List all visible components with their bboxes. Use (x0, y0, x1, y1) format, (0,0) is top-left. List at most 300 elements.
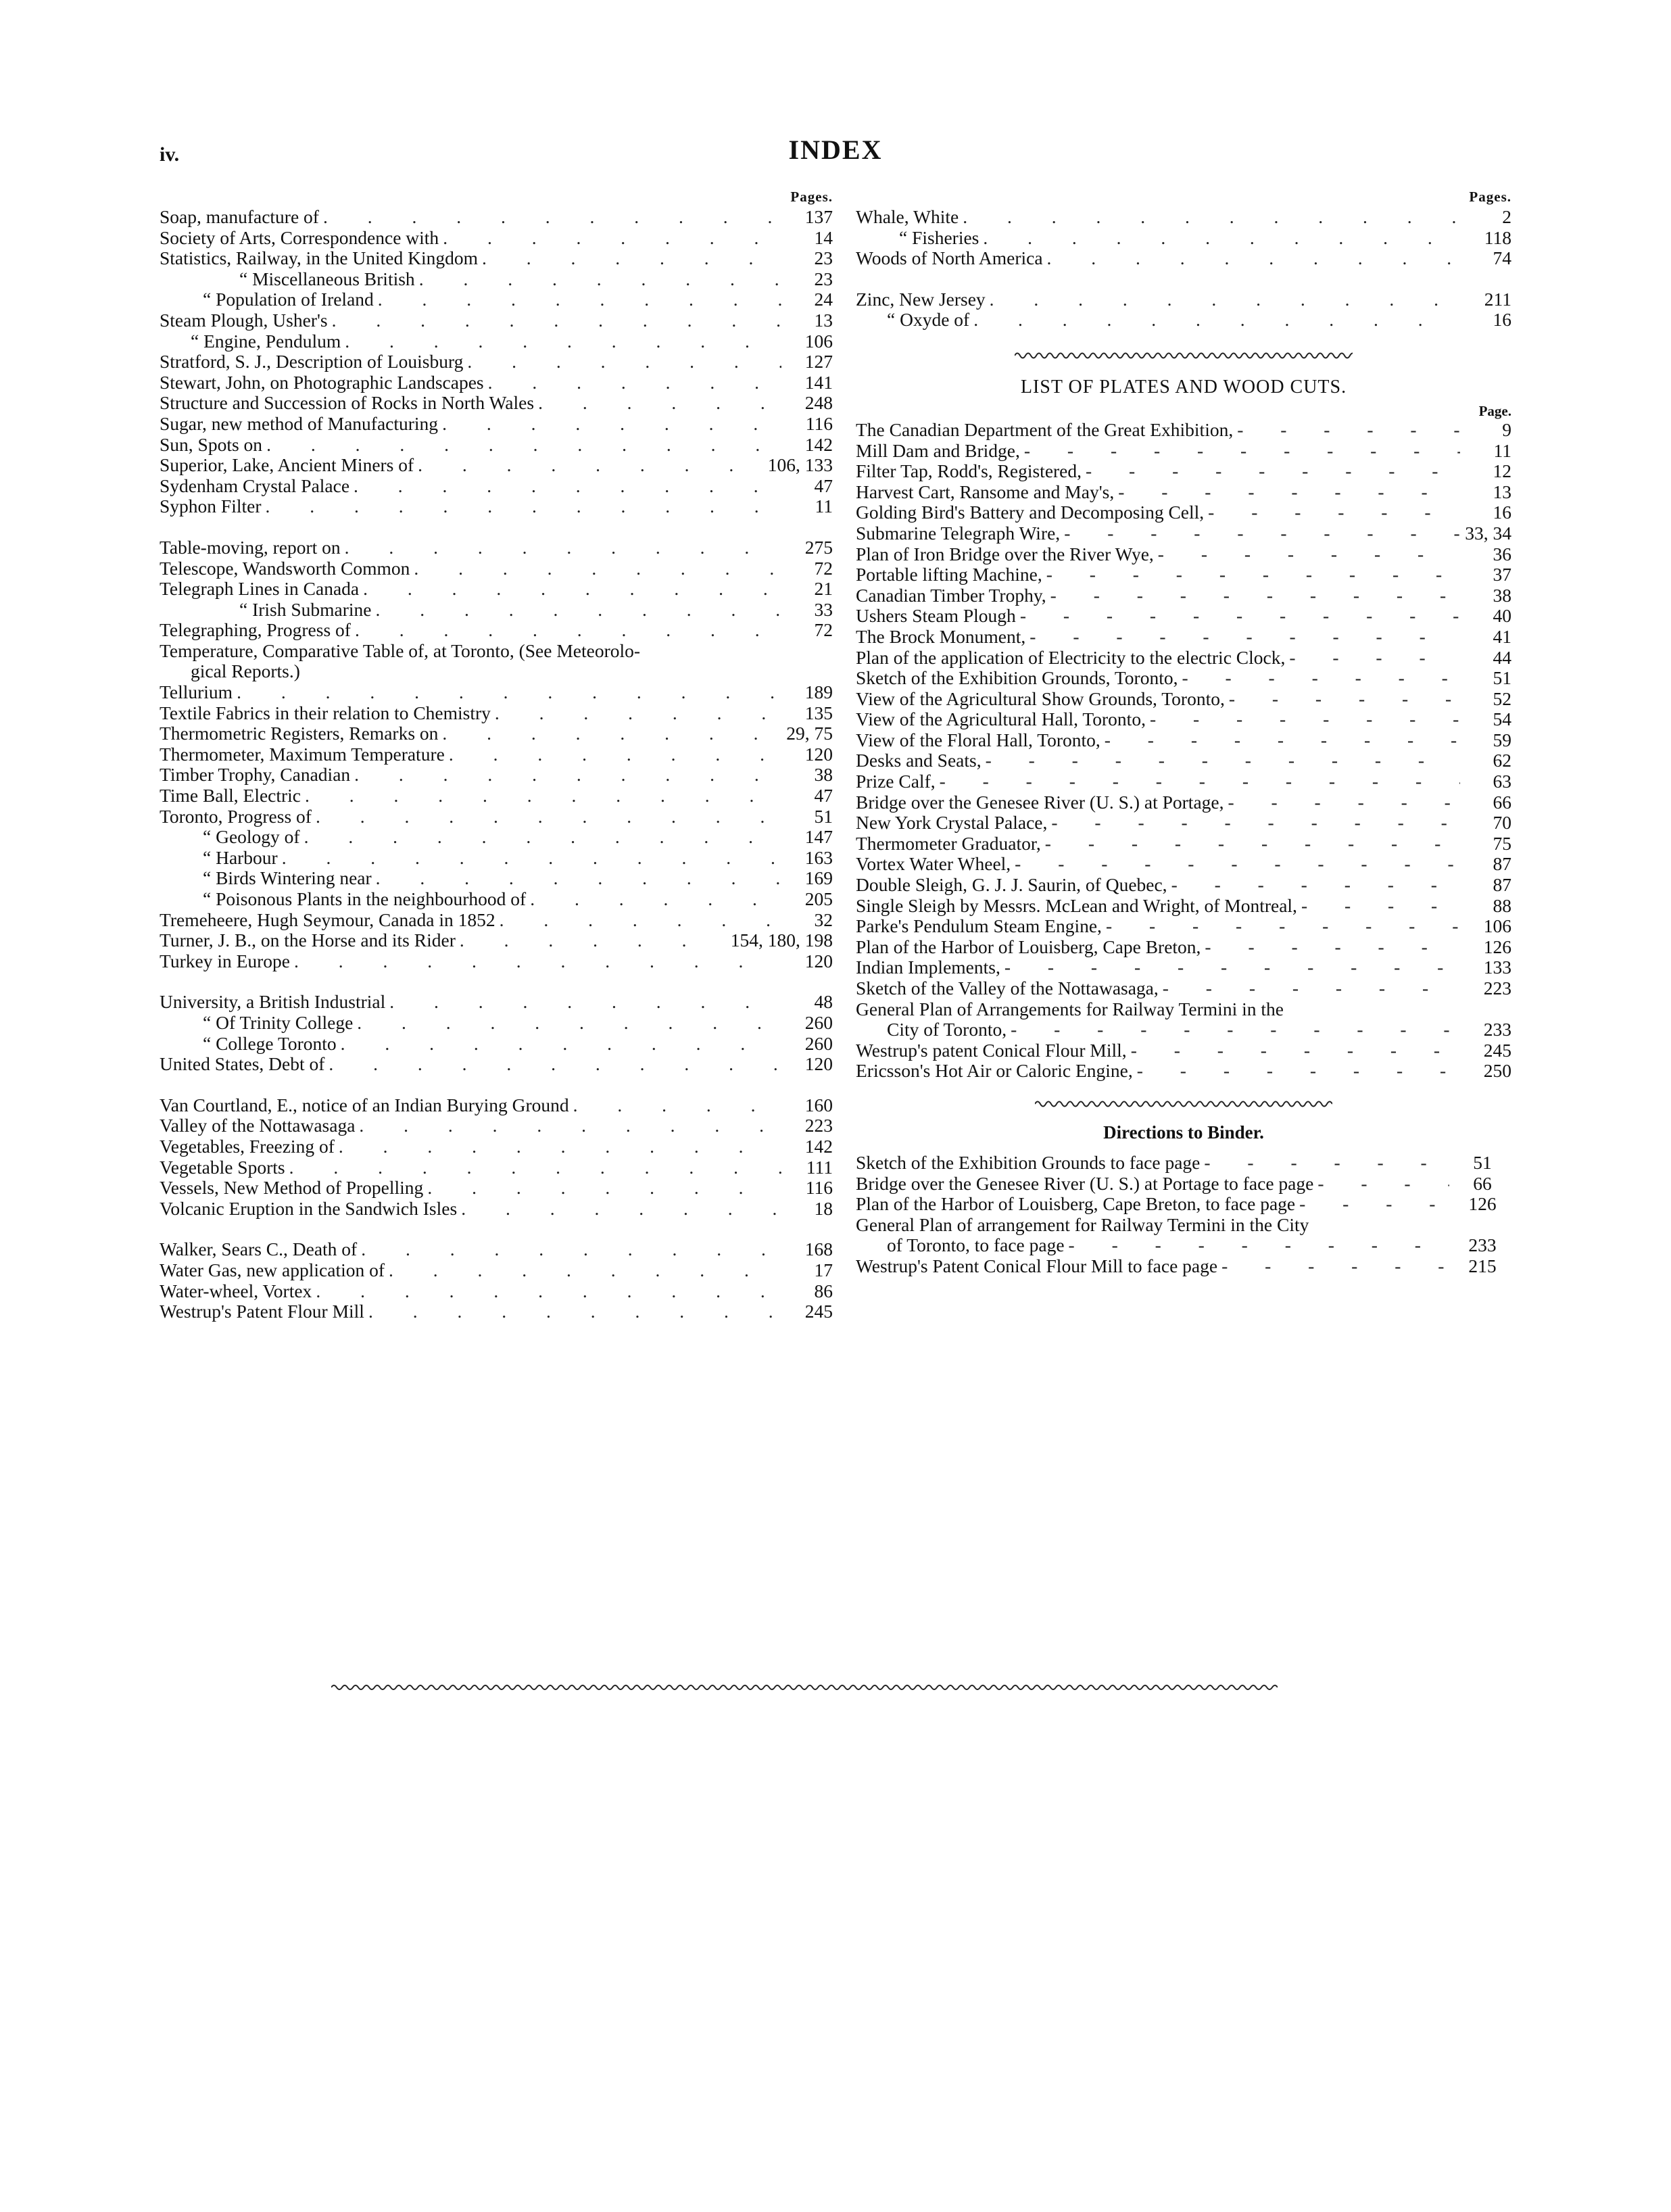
entry-label: United States, Debt of (160, 1053, 325, 1075)
entry-page: 87 (1493, 853, 1511, 875)
entry-label: Mill Dam and Bridge, (856, 439, 1020, 461)
index-entry (160, 951, 833, 972)
leader-dots (491, 703, 781, 724)
index-entry (160, 723, 833, 744)
leader-dots (337, 1034, 781, 1055)
leader-dots (285, 1157, 781, 1178)
leader-dots (982, 750, 1460, 771)
leader-dots (353, 1013, 781, 1034)
entry-label: Walker, Sears C., Death of (160, 1239, 358, 1260)
entry-label: Sugar, new method of Manufacturing (160, 412, 439, 434)
entry-page: 126 (1468, 1193, 1497, 1215)
leader-dots (1102, 916, 1460, 937)
entry-label: Double Sleigh, G. J. J. Saurin, of Quebec, (856, 874, 1167, 896)
leader-dots (335, 1136, 781, 1157)
leader-dots (355, 1115, 781, 1136)
index-entry (160, 807, 833, 827)
entry-page: 189 (804, 681, 833, 703)
index-entry (160, 228, 833, 249)
entry-page: 29, 75 (786, 723, 833, 744)
leader-dots (478, 248, 781, 269)
index-entry (856, 834, 1511, 855)
entry-label: Turkey in Europe (160, 950, 290, 971)
entry-label: “ Geology of (203, 826, 300, 848)
entry-page: 11 (1493, 439, 1511, 461)
index-entry (856, 957, 1511, 978)
index-entry (160, 661, 833, 682)
index-entry (160, 744, 833, 765)
entry-page: 142 (804, 1135, 833, 1157)
entry-page: 75 (1493, 832, 1511, 854)
index-entry (160, 331, 833, 352)
index-entry (856, 896, 1511, 917)
entry-page: 120 (804, 743, 833, 765)
leader-dots (959, 207, 1460, 228)
index-entry (856, 544, 1511, 565)
leader-dots (351, 620, 781, 641)
index-entry (160, 289, 833, 310)
leader-dots (262, 435, 781, 456)
entry-label: “ Irish Submarine (239, 598, 372, 620)
entry-label: Single Sleigh by Messrs. McLean and Wright, of Montreal, (856, 894, 1297, 916)
entry-page: 23 (814, 247, 833, 269)
entry-page: 12 (1493, 460, 1511, 482)
group-spacer (160, 971, 833, 992)
entry-page: 120 (804, 950, 833, 971)
entry-page: 142 (804, 433, 833, 455)
entry-page: 245 (804, 1301, 833, 1322)
wavy-rule-divider-2 (1035, 1098, 1332, 1110)
leader-dots (1100, 730, 1460, 751)
leader-dots (341, 331, 781, 352)
entry-page: 154, 180, 198 (730, 930, 833, 951)
index-entry (160, 579, 833, 600)
entry-page: 116 (805, 412, 833, 434)
entry-page: 66 (1493, 791, 1511, 813)
entry-label: Timber Trophy, Canadian (160, 764, 351, 786)
entry-page: 250 (1483, 1060, 1511, 1082)
entry-page: 120 (804, 1053, 833, 1075)
page-number: iv. (160, 143, 180, 166)
index-entry (160, 1157, 833, 1178)
entry-page: 137 (804, 206, 833, 227)
index-entry (856, 502, 1511, 523)
entry-page: 51 (1473, 1151, 1492, 1173)
leader-dots (1065, 1235, 1449, 1256)
index-entry (856, 289, 1511, 310)
leader-dots (1043, 248, 1460, 269)
entry-label: View of the Agricultural Hall, Toronto, (856, 708, 1146, 730)
entry-page: 47 (814, 475, 833, 496)
entry-page: 16 (1493, 502, 1511, 523)
index-entry (856, 771, 1511, 792)
index-entry (856, 730, 1511, 751)
index-entry (856, 627, 1511, 648)
entry-page: 21 (814, 578, 833, 600)
group-spacer (160, 517, 833, 537)
entry-page: 223 (1483, 978, 1511, 999)
leader-dots (300, 827, 781, 848)
index-entry (856, 1040, 1511, 1061)
page-title: INDEX (788, 135, 883, 165)
entry-label: Plan of Iron Bridge over the River Wye, (856, 543, 1154, 564)
index-entry (160, 600, 833, 621)
entry-page: 18 (814, 1197, 833, 1219)
entry-label: Stratford, S. J., Description of Louisburg (160, 351, 464, 372)
right-index-entries (856, 207, 1511, 331)
entry-label: “ Of Trinity College (203, 1011, 354, 1033)
wavy-rule-divider (1015, 350, 1353, 362)
entry-page: 52 (1493, 688, 1511, 709)
index-entry (160, 248, 833, 269)
entry-page: 106, 133 (767, 454, 833, 476)
entry-page: 41 (1493, 625, 1511, 647)
entry-page: 14 (814, 226, 833, 248)
group-spacer (160, 1075, 833, 1095)
index-entry (160, 558, 833, 579)
leader-dots (1297, 896, 1460, 917)
entry-label: Prize Calf, (856, 771, 936, 792)
entry-page: 141 (804, 371, 833, 393)
binder-section-title: Directions to Binder. (1103, 1122, 1264, 1143)
index-entry (856, 999, 1511, 1020)
entry-label: “ Birds Wintering near (203, 867, 372, 889)
leader-dots (1042, 564, 1460, 585)
leader-dots (1133, 1061, 1460, 1082)
group-spacer (856, 269, 1511, 289)
entry-label: General Plan of Arrangements for Railway Termini in the (856, 998, 1284, 1019)
leader-dots (526, 889, 781, 910)
index-entry (160, 1115, 833, 1136)
entry-label: Sun, Spots on (160, 433, 263, 455)
entry-page: 223 (804, 1115, 833, 1136)
leader-dots (290, 951, 781, 972)
entry-page: 106 (1483, 915, 1511, 937)
entry-page: 48 (814, 991, 833, 1013)
entry-label: The Brock Monument, (856, 625, 1026, 647)
leader-dots (1016, 606, 1460, 627)
entry-page: 47 (814, 785, 833, 807)
entry-label: Westrup's Patent Flour Mill (160, 1301, 364, 1322)
entry-page: 9 (1502, 418, 1511, 440)
leader-dots (301, 786, 781, 807)
index-entry (160, 269, 833, 290)
entry-page: 86 (814, 1280, 833, 1301)
entry-label: Superior, Lake, Ancient Miners of (160, 454, 414, 476)
entry-label: Table-moving, report on (160, 536, 341, 558)
left-column (160, 187, 833, 1322)
leader-dots (1041, 834, 1460, 855)
index-entry (160, 682, 833, 703)
index-entry (160, 620, 833, 641)
index-entry (160, 1178, 833, 1199)
left-index-entries (160, 207, 833, 1322)
index-entry (856, 1256, 1511, 1277)
index-entry (856, 585, 1511, 606)
index-entry (856, 709, 1511, 730)
index-entry (856, 978, 1511, 999)
index-entry (160, 1301, 833, 1322)
leader-dots (1154, 544, 1460, 565)
entry-page: 215 (1468, 1255, 1497, 1276)
entry-label: View of the Agricultural Show Grounds, Toronto, (856, 688, 1225, 709)
entry-page: 211 (1484, 288, 1511, 310)
leader-dots (1114, 482, 1460, 503)
entry-page: 33 (814, 598, 833, 620)
index-entry (856, 441, 1511, 462)
entry-page: 106 (804, 330, 833, 352)
entry-label: Woods of North America (856, 247, 1043, 269)
leader-dots (1224, 792, 1460, 813)
index-entry (856, 1019, 1511, 1040)
leader-dots (372, 868, 781, 889)
leader-dots (495, 910, 781, 931)
leader-dots (410, 558, 781, 579)
index-entry (160, 889, 833, 910)
leader-dots (414, 455, 764, 476)
leader-dots (1060, 523, 1460, 544)
entry-page: 2 (1502, 206, 1511, 227)
leader-dots (1201, 937, 1460, 958)
entry-page: 33, 34 (1465, 522, 1511, 544)
leader-dots (385, 1260, 781, 1281)
entry-label: Sketch of the Exhibition Grounds to face page (856, 1151, 1201, 1173)
entry-label: “ Population of Ireland (203, 289, 374, 310)
entry-page: 23 (814, 268, 833, 289)
leader-dots (445, 744, 781, 765)
entry-label: “ Miscellaneous British (239, 268, 415, 289)
index-entry (160, 1054, 833, 1075)
index-entry (160, 992, 833, 1013)
entry-label: Plan of the Harbor of Louisberg, Cape Breton, (856, 936, 1201, 957)
entry-label: Submarine Telegraph Wire, (856, 522, 1061, 544)
entry-label: “ Engine, Pendulum (191, 330, 341, 352)
leader-dots (415, 269, 781, 290)
entry-page: 38 (1493, 584, 1511, 606)
entry-label: Ushers Steam Plough (856, 605, 1016, 627)
index-entry (160, 827, 833, 848)
leader-dots (463, 352, 781, 372)
entry-page: 24 (814, 289, 833, 310)
index-entry (160, 1095, 833, 1116)
pages-column-header: Pages. (790, 189, 833, 205)
leader-dots (319, 207, 781, 228)
index-entry (160, 372, 833, 393)
entry-label: Parke's Pendulum Steam Engine, (856, 915, 1102, 937)
entry-label: Indian Implements, (856, 957, 1000, 978)
entry-page: 62 (1493, 750, 1511, 771)
entry-page: 111 (806, 1156, 833, 1178)
index-entry (856, 1235, 1511, 1256)
leader-dots (324, 1054, 781, 1075)
index-entry (160, 930, 833, 951)
leader-dots (1025, 627, 1460, 648)
entry-label: Volcanic Eruption in the Sandwich Isles (160, 1197, 458, 1219)
index-entry (856, 606, 1511, 627)
index-entry (160, 1260, 833, 1281)
index-entry (856, 1153, 1511, 1174)
entry-label: The Canadian Department of the Great Exhibition, (856, 418, 1234, 440)
leader-dots (312, 1281, 781, 1302)
entry-page: 37 (1493, 564, 1511, 585)
index-entry (160, 1199, 833, 1220)
plates-list (856, 420, 1511, 1082)
entry-page: 70 (1493, 812, 1511, 834)
entry-page: 11 (815, 496, 833, 517)
index-entry (160, 476, 833, 497)
entry-label: Time Ball, Electric (160, 785, 301, 807)
entry-label: Plan of the Harbor of Louisberg, Cape Breton, to face page (856, 1193, 1296, 1215)
entry-page: 88 (1493, 894, 1511, 916)
entry-label: General Plan of arrangement for Railway Termini in the City (856, 1213, 1309, 1235)
entry-label: “ College Toronto (203, 1032, 337, 1054)
binder-list (856, 1153, 1511, 1277)
entry-label: Vessels, New Method of Propelling (160, 1177, 424, 1199)
leader-dots (1046, 585, 1460, 606)
index-entry (160, 765, 833, 786)
entry-page: 17 (814, 1259, 833, 1280)
entry-label: Van Courtland, E., notice of an Indian Burying Ground (160, 1094, 569, 1115)
leader-dots (1007, 1019, 1460, 1040)
right-column (856, 187, 1511, 1277)
entry-label: Filter Tap, Rodd's, Registered, (856, 460, 1082, 482)
entry-label: City of Toronto, (887, 1019, 1007, 1040)
entry-label: Syphon Filter (160, 496, 262, 517)
index-entry (856, 792, 1511, 813)
leader-dots (364, 1301, 781, 1322)
leader-dots (1047, 813, 1460, 834)
leader-dots (1167, 875, 1460, 896)
index-entry (856, 523, 1511, 544)
entry-label: View of the Floral Hall, Toronto, (856, 729, 1100, 750)
index-entry (856, 564, 1511, 585)
entry-label: Whale, White (856, 206, 959, 227)
plates-page-header: Page. (1478, 402, 1511, 419)
index-entry (160, 310, 833, 331)
entry-label: Sketch of the Exhibition Grounds, Toronto, (856, 667, 1178, 689)
entry-label: “ Poisonous Plants in the neighbourhood of (203, 888, 527, 909)
index-entry (160, 207, 833, 228)
entry-page: 245 (1483, 1039, 1511, 1061)
leader-dots (534, 393, 781, 414)
entry-page: 118 (1484, 226, 1511, 248)
entry-label: Golding Bird's Battery and Decomposing Cell, (856, 502, 1205, 523)
index-entry (160, 1281, 833, 1302)
index-entry (160, 496, 833, 517)
entry-page: 51 (1493, 667, 1511, 689)
entry-label: “ Fisheries (899, 226, 979, 248)
plates-section-title: LIST OF PLATES AND WOOD CUTS. (1020, 376, 1347, 398)
entry-label: Westrup's Patent Conical Flour Mill to face page (856, 1255, 1218, 1276)
index-entry (856, 916, 1511, 937)
leader-dots (1020, 441, 1460, 462)
entry-label: Tellurium (160, 681, 233, 703)
leader-dots (312, 807, 781, 827)
entry-label: Desks and Seats, (856, 750, 982, 771)
entry-page: 38 (814, 764, 833, 786)
index-entry (856, 420, 1511, 441)
entry-label: gical Reports.) (191, 660, 300, 682)
entry-label: Temperature, Comparative Table of, at Toronto, (See Meteorolo- (160, 640, 641, 661)
entry-label: Westrup's patent Conical Flour Mill, (856, 1039, 1127, 1061)
leader-dots (385, 992, 781, 1013)
bottom-wavy-rule (331, 1682, 1278, 1693)
entry-page: 36 (1493, 543, 1511, 564)
pages-column-header-right: Pages. (1469, 189, 1511, 205)
entry-page: 169 (804, 867, 833, 889)
entry-label: Structure and Succession of Rocks in North Wales (160, 392, 535, 414)
entry-page: 147 (804, 826, 833, 848)
entry-label: Turner, J. B., on the Horse and its Rider (160, 930, 456, 951)
leader-dots (372, 600, 781, 621)
entry-label: Bridge over the Genesee River (U. S.) at Portage, (856, 791, 1224, 813)
index-entry (856, 461, 1511, 482)
leader-dots (233, 682, 781, 703)
entry-label: Tremeheere, Hugh Seymour, Canada in 1852 (160, 909, 495, 930)
leader-dots (359, 579, 781, 600)
leader-dots (350, 765, 781, 786)
entry-page: 66 (1473, 1172, 1492, 1194)
leader-dots (1313, 1174, 1449, 1195)
index-entry (160, 868, 833, 889)
leader-dots (1159, 978, 1460, 999)
index-entry (160, 393, 833, 414)
entry-label: “ Harbour (203, 846, 278, 868)
entry-page: 160 (804, 1094, 833, 1115)
index-entry (856, 1174, 1511, 1195)
leader-dots (1011, 854, 1460, 875)
leader-dots (1217, 1256, 1449, 1277)
entry-page: 40 (1493, 605, 1511, 627)
index-entry (160, 786, 833, 807)
entry-page: 126 (1483, 936, 1511, 957)
group-spacer (160, 1219, 833, 1239)
entry-page: 51 (814, 805, 833, 827)
entry-page: 133 (1483, 957, 1511, 978)
entry-page: 127 (804, 351, 833, 372)
leader-dots (1000, 957, 1460, 978)
index-entry (856, 875, 1511, 896)
entry-page: 63 (1493, 771, 1511, 792)
entry-page: 59 (1493, 729, 1511, 750)
entry-label: Portable lifting Machine, (856, 564, 1042, 585)
entry-label: Telegraphing, Progress of (160, 619, 351, 641)
entry-label: Statistics, Railway, in the United Kingdom (160, 247, 479, 269)
entry-page: 135 (804, 702, 833, 723)
index-entry (856, 1194, 1511, 1215)
entry-label: Stewart, John, on Photographic Landscapes (160, 371, 484, 393)
index-entry (160, 537, 833, 558)
index-entry (856, 937, 1511, 958)
entry-label: Water Gas, new application of (160, 1259, 385, 1280)
entry-label: Sketch of the Valley of the Nottawasaga, (856, 978, 1159, 999)
entry-label: Vegetables, Freezing of (160, 1135, 335, 1157)
entry-label: Soap, manufacture of (160, 206, 319, 227)
leader-dots (423, 1178, 781, 1199)
entry-page: 248 (804, 392, 833, 414)
leader-dots (1082, 461, 1460, 482)
entry-label: Water-wheel, Vortex (160, 1280, 312, 1301)
index-entry (856, 482, 1511, 503)
entry-label: Valley of the Nottawasaga (160, 1115, 356, 1136)
entry-page: 72 (814, 557, 833, 579)
entry-label: New York Crystal Palace, (856, 812, 1048, 834)
leader-dots (569, 1095, 781, 1116)
index-entry (160, 703, 833, 724)
entry-page: 13 (1493, 481, 1511, 502)
index-entry (856, 310, 1511, 331)
leader-dots (438, 723, 781, 744)
